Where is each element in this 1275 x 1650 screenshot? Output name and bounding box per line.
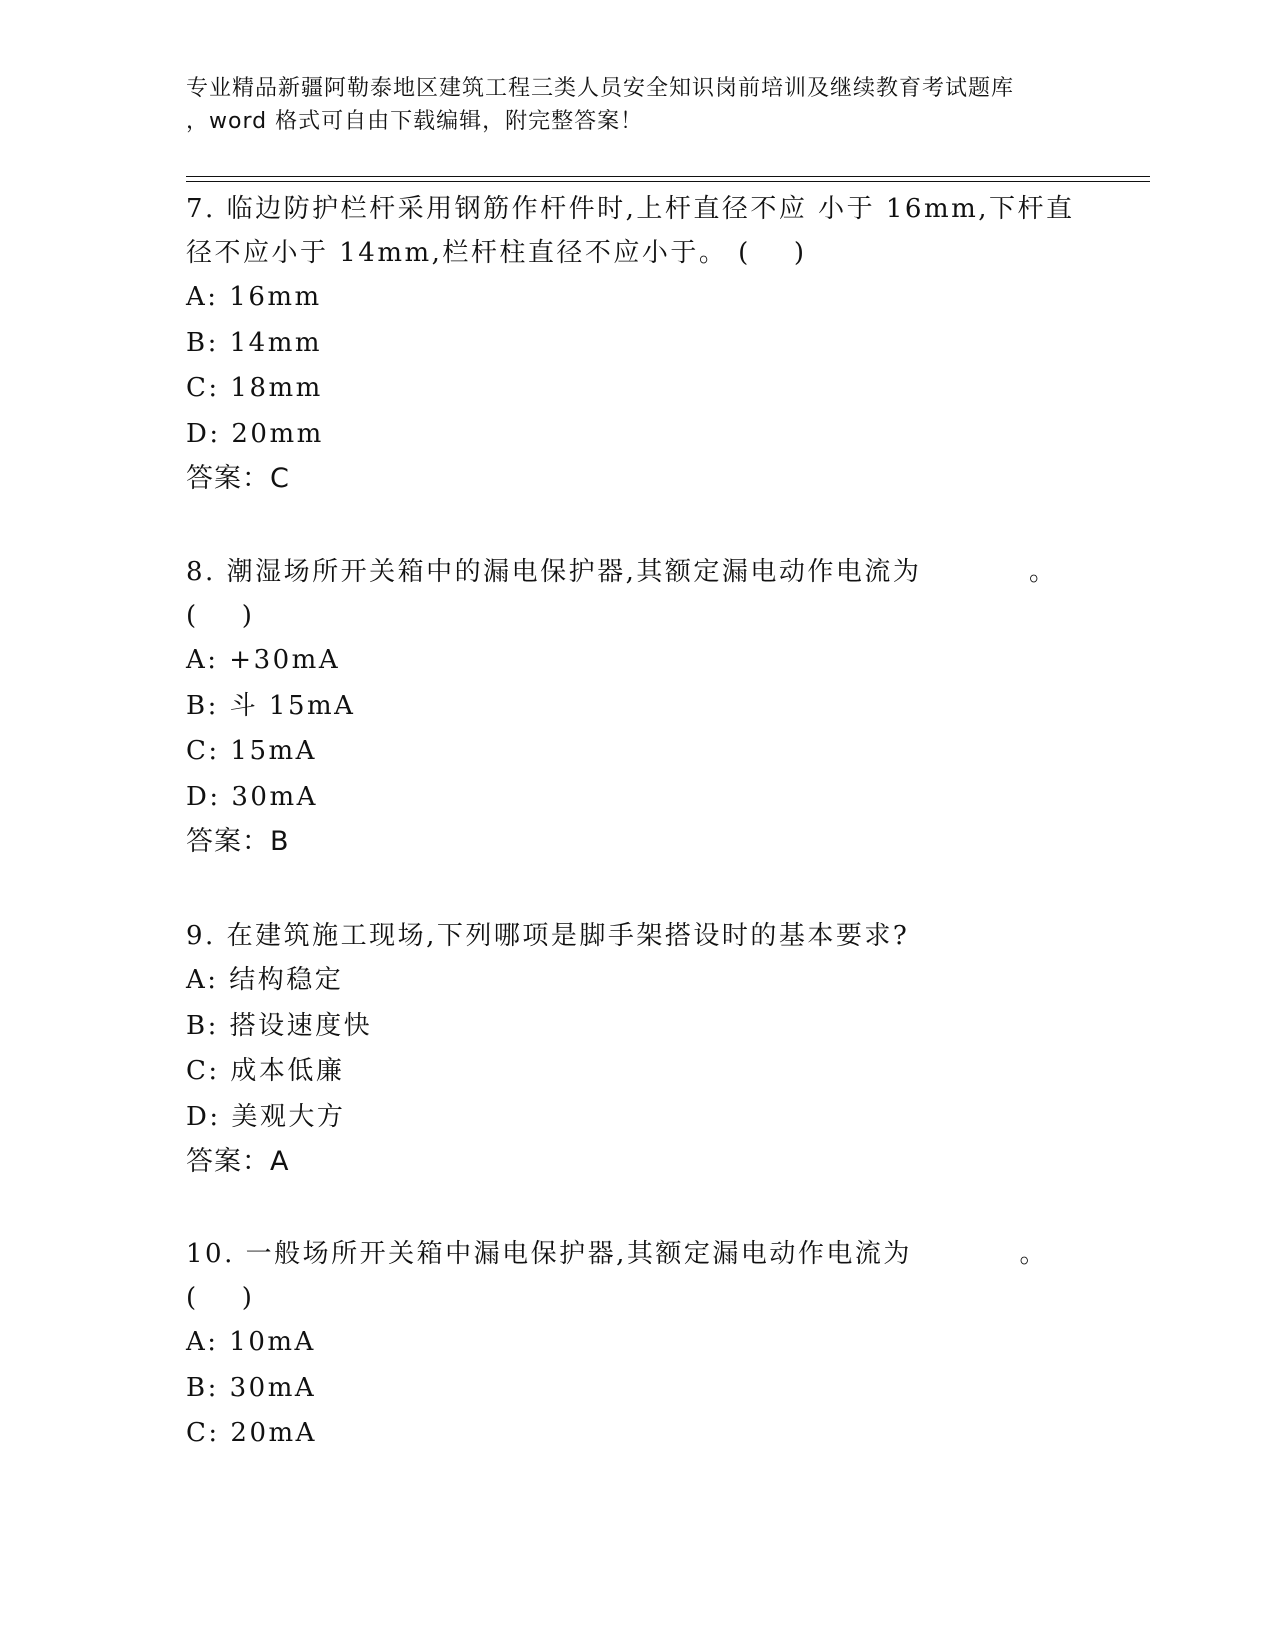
option-a: A: +30mA <box>186 645 341 675</box>
question-stem: 9. 在建筑施工现场,下列哪项是脚手架搭设时的基本要求? <box>186 921 910 951</box>
header-title-line2: ，word 格式可自由下载编辑，附完整答案！ <box>186 109 644 134</box>
option-a: A: 16mm <box>186 282 322 312</box>
question-8 <box>186 550 1116 864</box>
option-c: C: 18mm <box>186 373 323 403</box>
question-7 <box>186 187 1116 501</box>
option-c: C: 成本低廉 <box>186 1056 345 1086</box>
question-stem-continued: ( ) <box>186 1283 255 1313</box>
answer: 答案：C <box>186 463 290 494</box>
option-a: A: 结构稳定 <box>186 965 344 995</box>
header-title-line1: 专业精品新疆阿勒泰地区建筑工程三类人员安全知识岗前培训及继续教育考试题库 <box>186 76 1015 101</box>
option-d: D: 30mA <box>186 781 318 812</box>
document-header <box>186 72 1086 138</box>
option-d: D: 美观大方 <box>186 1101 346 1132</box>
answer: 答案：A <box>186 1146 290 1177</box>
question-10 <box>186 1232 1116 1457</box>
question-9 <box>186 914 1116 1184</box>
option-b: B: 斗 15mA <box>186 690 356 721</box>
header-divider-bottom <box>186 181 1150 182</box>
question-stem-continued: 径不应小于 14mm,栏杆柱直径不应小于。 ( ) <box>186 238 807 268</box>
option-c: C: 15mA <box>186 736 317 766</box>
question-stem: 10. 一般场所开关箱中漏电保护器,其额定漏电动作电流为 。 <box>186 1239 1049 1269</box>
question-stem: 7. 临边防护栏杆采用钢筋作杆件时,上杆直径不应 小于 16mm,下杆直 <box>186 194 1075 224</box>
option-a: A: 10mA <box>186 1327 316 1357</box>
question-stem: 8. 潮湿场所开关箱中的漏电保护器,其额定漏电动作电流为 。 <box>186 557 1058 587</box>
option-c: C: 20mA <box>186 1418 317 1448</box>
header-divider-top <box>186 176 1150 177</box>
question-stem-continued: ( ) <box>186 601 255 631</box>
answer: 答案：B <box>186 826 290 857</box>
option-d: D: 20mm <box>186 418 324 449</box>
option-b: B: 30mA <box>186 1372 317 1403</box>
option-b: B: 14mm <box>186 327 323 358</box>
option-b: B: 搭设速度快 <box>186 1010 373 1041</box>
